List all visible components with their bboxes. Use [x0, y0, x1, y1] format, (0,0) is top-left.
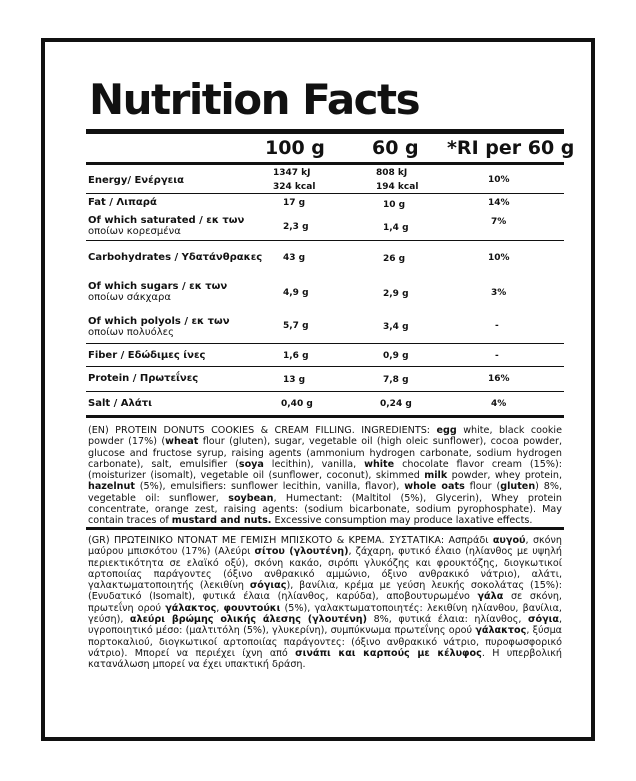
sugars-ri: 3% [491, 288, 507, 298]
carbohydrates-60g: 26 g [383, 254, 406, 264]
carbohydrates-ri: 10% [488, 253, 510, 263]
ingredients-en: (EN) PROTEIN DONUTS COOKIES & CREAM FILLING. INGREDIENTS: egg white, black cookie powder (17%) (wheat flour (gluten), sugar, vegetable oil (high oleic sunflower), cocoa powder, glucose and fructose syrup, raising agents (ammonium hydrogen carbonate, sodium hydrogen carbonate), salt, emulsifier (soya lecithin), vanilla, white chocolate flavor cream (15%): (moisturizer (isomalt), vegetable oil (sunflower, coconut), skimmed milk powder, whey protein, hazelnut (5%), emulsifiers: sunflower lecithin, vanilla, flavor), whole oats flour (gluten) 8%, vegetable oil: sunflower, soybean, Humectant: (Maltitol (5%), Glycerin), Whey protein concentrate, orange zest, raising agents: (sodium bicarbonate, sodium pyrophosphate). May contain traces of mustard and nuts. Excessive consumption may produce laxative effects. [88, 425, 563, 527]
row-divider [86, 391, 564, 392]
row-label-salt: Salt / Αλάτι [88, 398, 152, 409]
row-divider [86, 343, 564, 344]
energy-60g-kj: 808 kJ [376, 168, 408, 178]
row-label-saturated: Of which saturated / εκ των οποίων κορεσμένα [88, 215, 245, 237]
row-divider [86, 240, 564, 241]
polyols-ri: - [495, 321, 499, 331]
header-divider [86, 162, 564, 165]
salt-60g: 0,24 g [380, 399, 412, 409]
protein-ri: 16% [488, 374, 510, 384]
carbohydrates-100g: 43 g [283, 253, 306, 263]
energy-60g-kcal: 194 kcal [376, 182, 419, 192]
fiber-60g: 0,9 g [383, 351, 409, 361]
column-header-ri: *RI per 60 g [447, 137, 575, 159]
energy-ri: 10% [488, 175, 510, 185]
energy-100g-kj: 1347 kJ [273, 168, 311, 178]
row-label-fat: Fat / Λιπαρά [88, 197, 157, 208]
page-title: Nutrition Facts [89, 75, 420, 124]
section-divider [86, 527, 564, 530]
row-label-carbohydrates: Carbohydrates / Υδατάνθρακες [88, 252, 263, 263]
table-bottom-divider [86, 415, 564, 418]
saturated-100g: 2,3 g [283, 222, 309, 232]
row-label-polyols: Of which polyols / εκ των οποίων πολυόλες [88, 316, 230, 338]
fat-60g: 10 g [383, 200, 406, 210]
polyols-100g: 5,7 g [283, 321, 309, 331]
energy-100g-kcal: 324 kcal [273, 182, 316, 192]
row-divider [86, 193, 564, 194]
sugars-60g: 2,9 g [383, 289, 409, 299]
title-divider [86, 129, 564, 134]
sugars-100g: 4,9 g [283, 288, 309, 298]
protein-100g: 13 g [283, 375, 306, 385]
row-label-energy: Energy/ Ενέργεια [88, 175, 184, 186]
fat-ri: 14% [488, 198, 510, 208]
ingredients-gr: (GR) ΠΡΩΤΕΙΝΙΚΟ ΝΤΟΝΑΤ ΜΕ ΓΕΜΙΣΗ ΜΠΙΣΚΟΤΟ & ΚΡΕΜΑ. ΣΥΣΤΑΤΙΚΑ: Ασπράδι αυγού, σκόνη μαύρου μπισκότου (17%) (Αλεύρι σίτου (γλουτένη), ζάχαρη, φυτικό έλαιο (ηλίανθος με υψηλή περιεκτικότητα σε ελαϊκό οξύ), σκόνη κακάο, σιρόπι γλυκόζης και φρουκτόζης, διογκωτικοί αρτοποιίας παράγοντες (όξινο ανθρακικό αμμώνιο, όξινο ανθρακικό νάτριο), αλάτι, γαλακτωματοποιητής (λεκιθίνη σόγιας), βανίλια, κρέμα με γεύση λευκής σοκολάτας (15%): (Ενυδατικό (Isomalt), φυτικά έλαια (ηλίανθος, καρύδα), αποβουτυρωμένο γάλα σε σκόνη, πρωτεΐνη ορού γάλακτος, φουντούκι (5%), γαλακτωματοποιητές: λεκιθίνη ηλίανθου, βανίλια, γεύση), αλεύρι βρώμης ολικής άλεσης (γλουτένη) 8%, φυτικά έλαια: ηλίανθος, σόγια, υγροποιητικό μέσο: (μαλτιτόλη (5%), γλυκερίνη), συμπύκνωμα πρωτεΐνης ορού γάλακτος, ξύσμα πορτοκαλιού, διογκωτικοί αρτοποιίας παράγοντες: (όξινο ανθρακικό νάτριο, πυροφωσφορικό νάτριο). Μπορεί να περιέχει ίχνη από σινάπι και καρπούς με κέλυφος. Η υπερβολική κατανάλωση μπορεί να έχει υπακτική δράση. [88, 535, 563, 671]
saturated-60g: 1,4 g [383, 223, 409, 233]
row-label-protein: Protein / Πρωτεΐνες [88, 373, 199, 384]
row-label-fiber: Fiber / Εδώδιμες ίνες [88, 350, 206, 361]
saturated-ri: 7% [491, 217, 507, 227]
fiber-ri: - [495, 351, 499, 361]
protein-60g: 7,8 g [383, 375, 409, 385]
column-header-100g: 100 g [265, 137, 325, 159]
row-divider [86, 366, 564, 367]
salt-ri: 4% [491, 399, 507, 409]
salt-100g: 0,40 g [281, 399, 313, 409]
fat-100g: 17 g [283, 198, 306, 208]
column-header-60g: 60 g [372, 137, 419, 159]
polyols-60g: 3,4 g [383, 322, 409, 332]
row-label-sugars: Of which sugars / εκ των οποίων σάκχαρα [88, 281, 228, 303]
fiber-100g: 1,6 g [283, 351, 309, 361]
